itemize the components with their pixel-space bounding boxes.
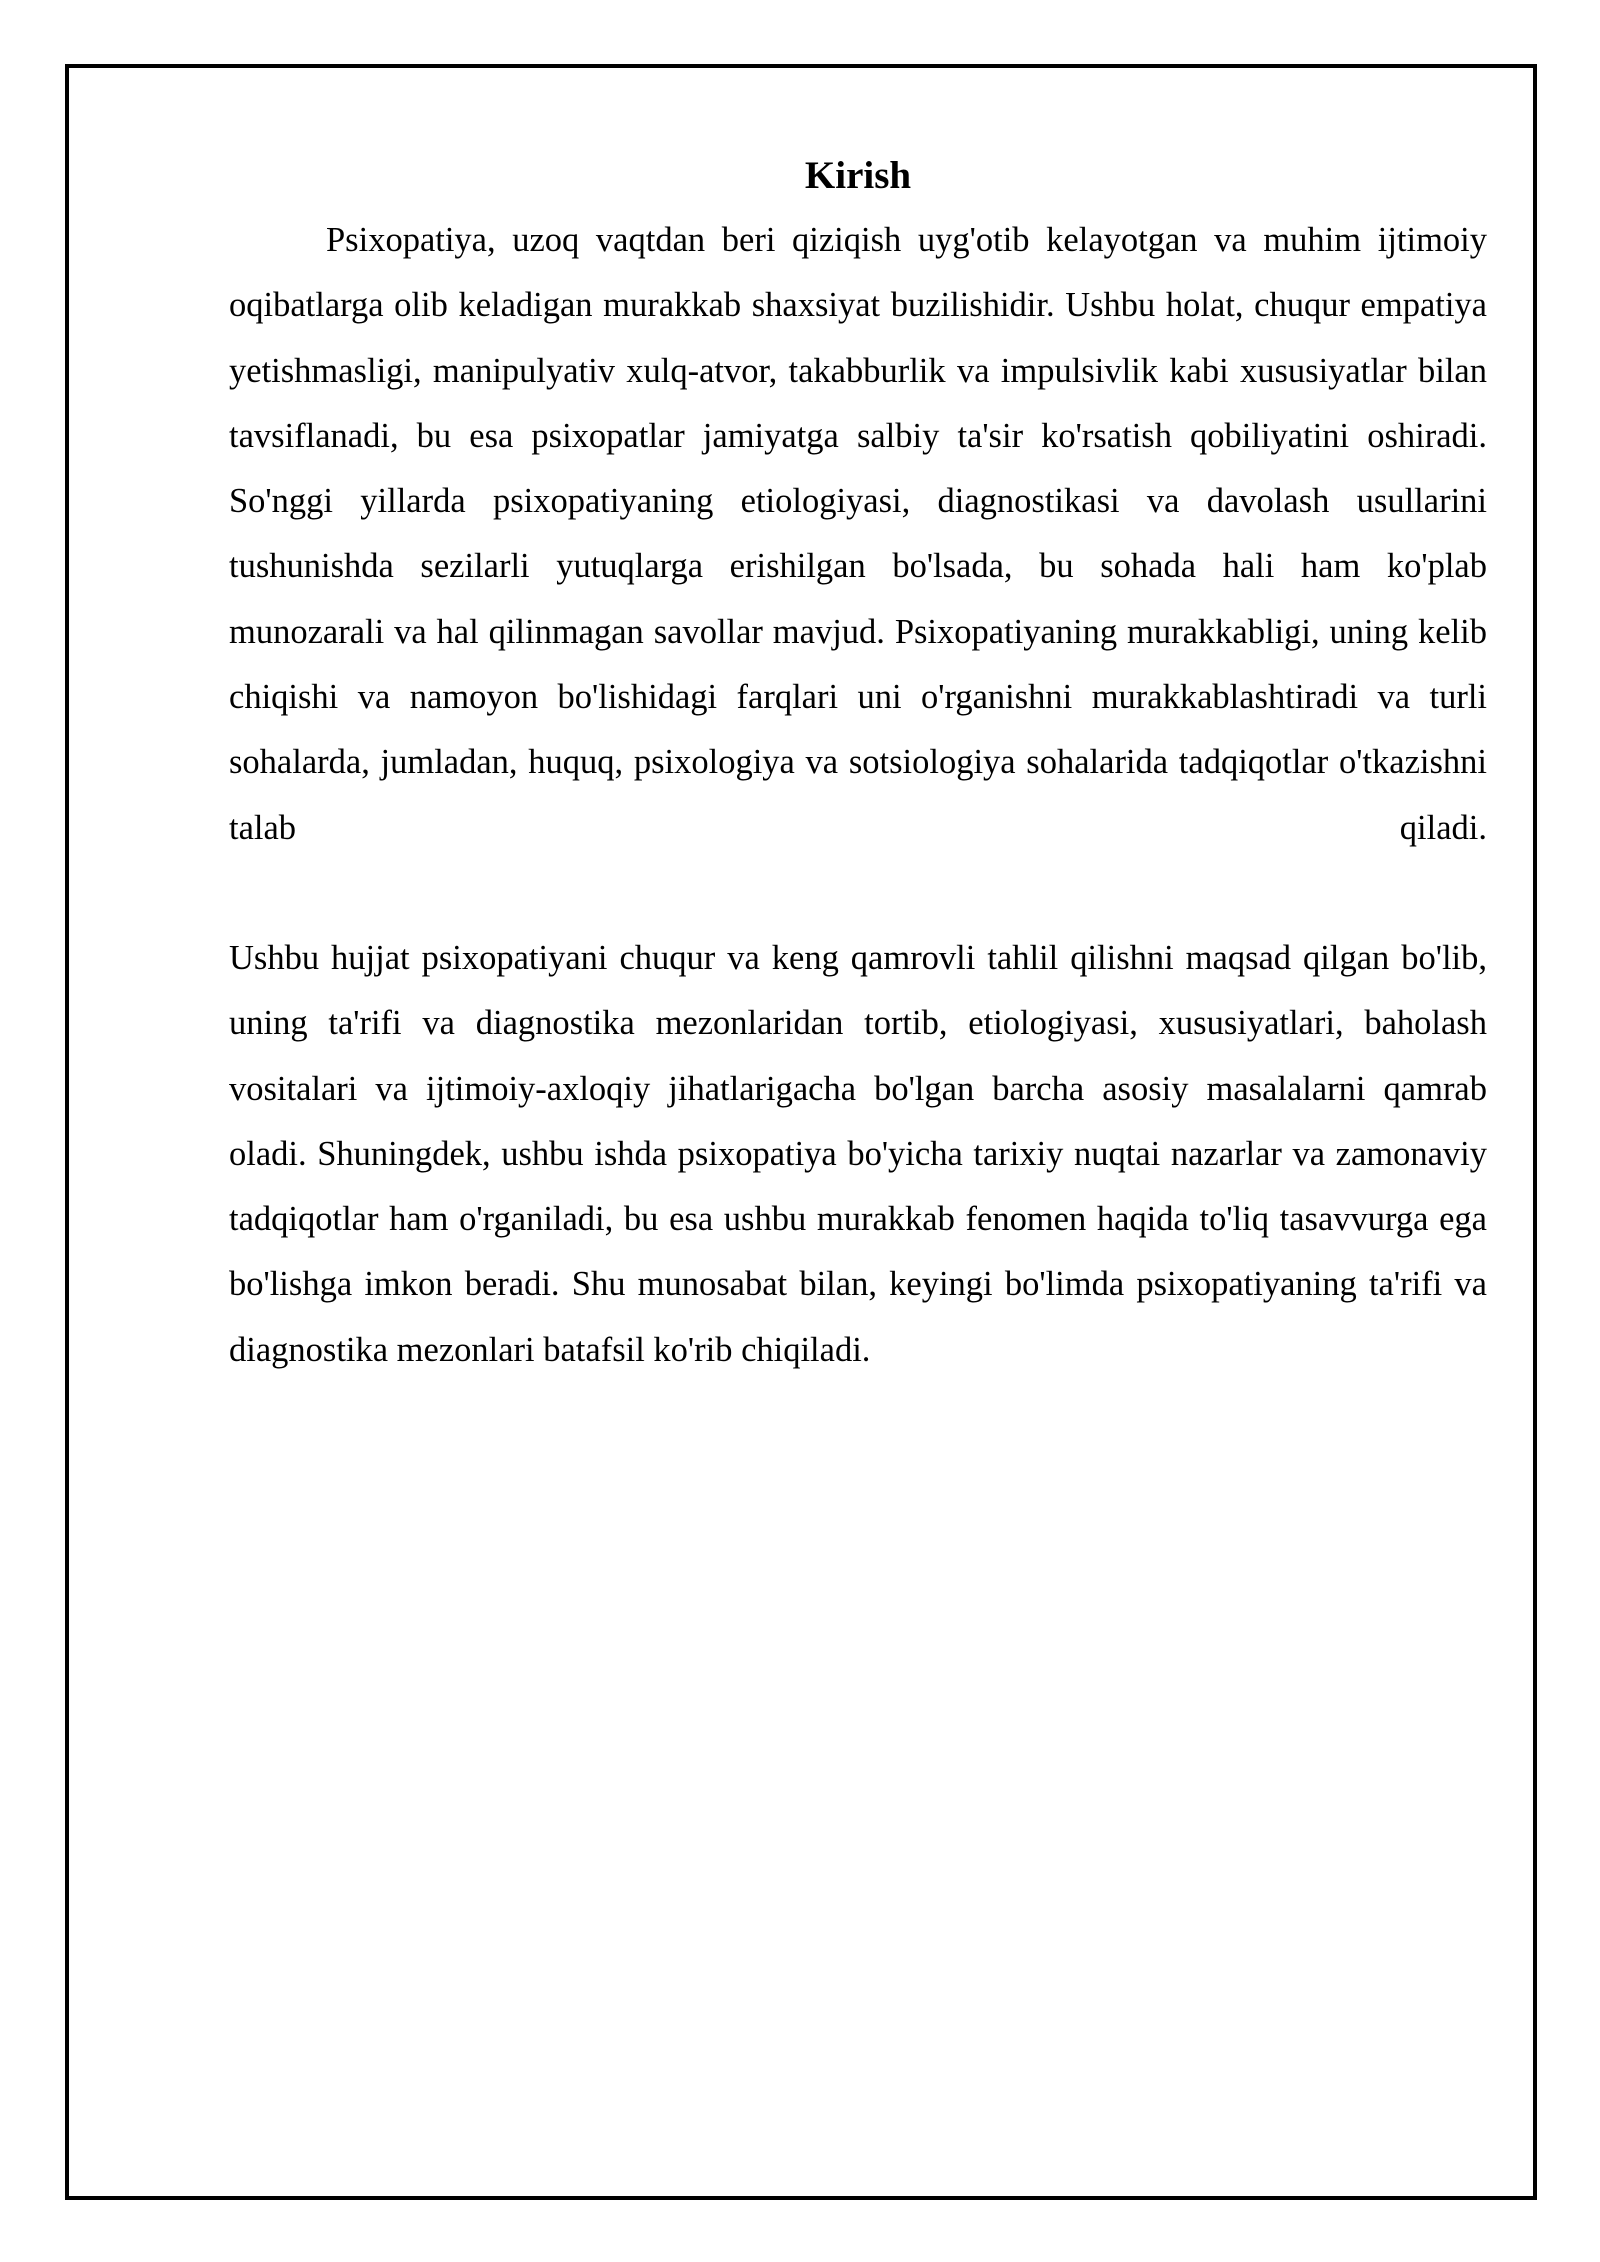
paragraph-2: Ushbu hujjat psixopatiyani chuqur va keng qamrovli tahlil qilishni maqsad qilgan bo'lib, uning ta'rifi va diagnostika mezonlaridan tortib, etiologiyasi, xususiyatlari, baholash vositalari va ijtimoiy-axloqiy jihatlarigacha bo'lgan barcha asosiy masalalarni qamrab oladi. Shuningdek, ushbu ishda psixopatiya bo'yicha tarixiy nuqtai nazarlar va zamonaviy tadqiqotlar ham o'rganiladi, bu esa ushbu murakkab fenomen haqida to'liq tasavvurga ega bo'lishga imkon beradi. Shu munosabat bilan, keyingi bo'limda psixopatiyaning ta'rifi va diagnostika mezonlari batafsil ko'rib chiqiladi. bbox=[229, 938, 1487, 1369]
paragraph-1: Psixopatiya, uzoq vaqtdan beri qiziqish uyg'otib kelayotgan va muhim ijtimoiy oqibatlarga olib keladigan murakkab shaxsiyat buzilishidir. Ushbu holat, chuqur empatiya yetishmasligi, manipulyativ xulq-atvor, takabburlik va impulsivlik kabi xususiyatlar bilan tavsiflanadi, bu esa psixopatlar jamiyatga salbiy ta'sir ko'rsatish qobiliyatini oshiradi. So'nggi yillarda psixopatiyaning etiologiyasi, diagnostikasi va davolash usullarini tushunishda sezilarli yutuqlarga erishilgan bo'lsada, bu sohada hali ham ko'plab munozarali va hal qilinmagan savollar mavjud. Psixopatiyaning murakkabligi, uning kelib chiqishi va namoyon bo'lishidagi farqlari uni o'rganishni murakkablashtiradi va turli sohalarda, jumladan, huquq, psixologiya va sotsiologiya sohalarida tadqiqotlar o'tkazishni talab qiladi. bbox=[229, 221, 1487, 847]
document-body bbox=[229, 146, 1487, 1383]
section-title: Kirish bbox=[804, 154, 912, 197]
